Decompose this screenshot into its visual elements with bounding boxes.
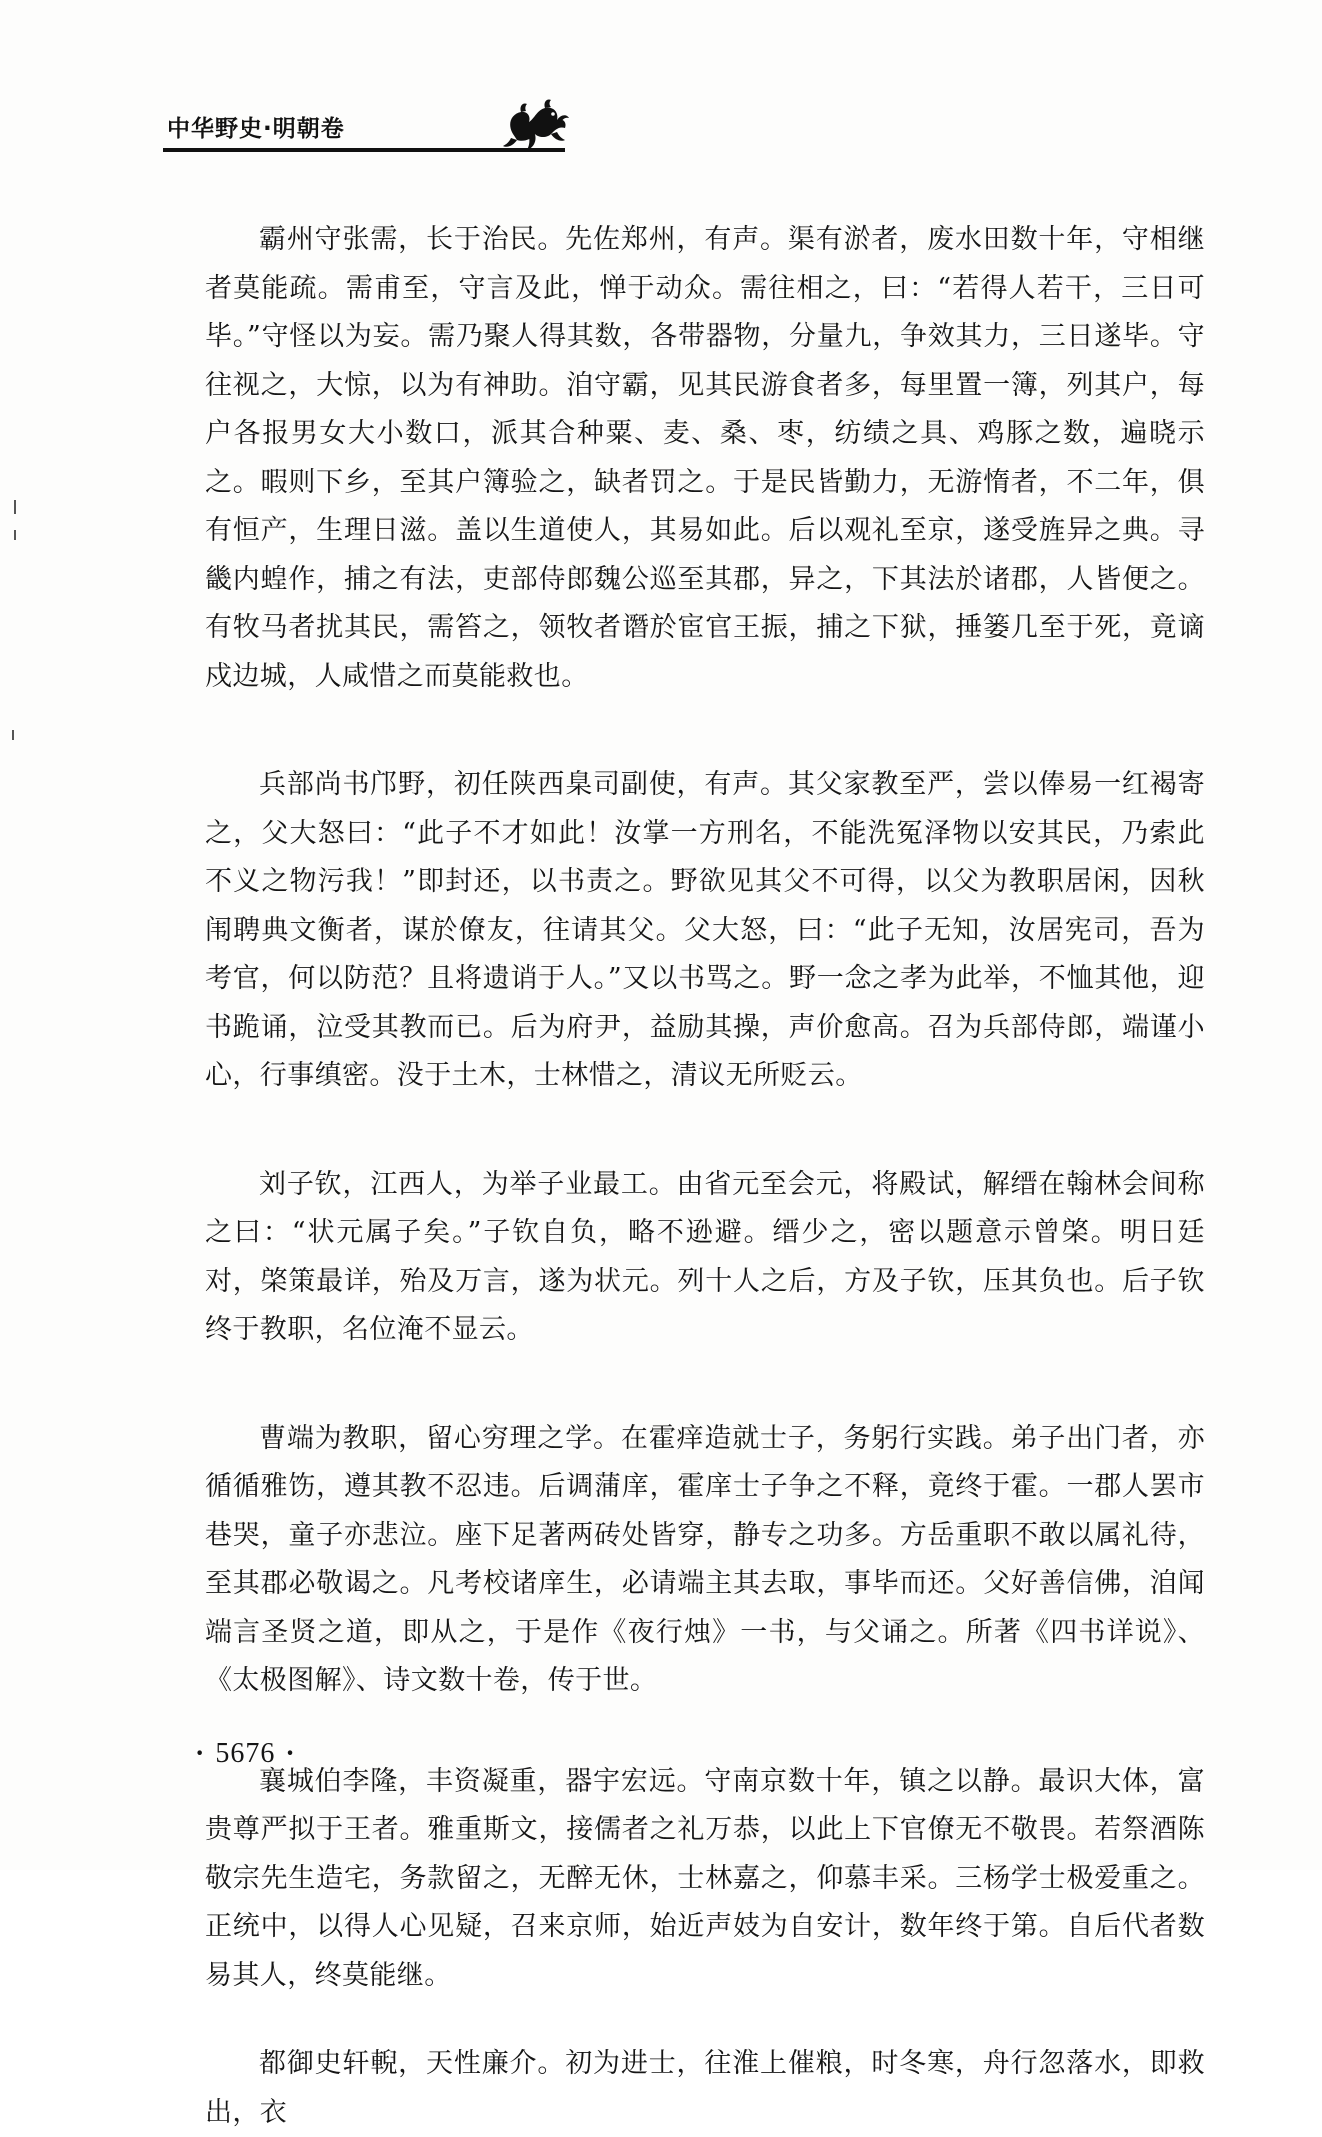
header-rule (163, 148, 565, 152)
paragraph-kuang-ye: 兵部尚书邝野，初任陕西臬司副使，有声。其父家教至严，尝以俸易一红褐寄之，父大怒曰：“此子不才如此！汝掌一方刑名，不能洗冤泽物以安其民，乃索此不义之物污我！”即封还，以书责之。野欲见其父不可得，以父为教职居闲，因秋闱聘典文衡者，谋於僚友，往请其父。父大怒，曰：“此子无知，汝居宪司，吾为考官，何以防范？且将遗诮于人。”又以书骂之。野一念之孝为此举，不恤其他，迎书跪诵，泣受其教而已。后为府尹，益励其操，声价愈高。召为兵部侍郎，端谨小心，行事缜密。没于土木，士林惜之，清议无所贬云。 (205, 769, 1205, 1091)
scan-artifact-mark (12, 730, 14, 740)
footer-dot-left: · (195, 1738, 206, 1769)
paragraph-li-long: 襄城伯李隆，丰资凝重，器宇宏远。守南京数十年，镇之以静。最识大体，富贵尊严拟于王者。雅重斯文，接儒者之礼万恭，以此上下官僚无不敬畏。若祭酒陈敬宗先生造宅，务款留之，无醉无休，士林嘉之，仰慕丰采。三杨学士极爱重之。正统中，以得人心见疑，召来京师，始近声妓为自安计，数年终于第。自后代者数易其人，终莫能继。 (205, 1765, 1205, 1991)
dragon-emblem-icon (493, 94, 573, 152)
scan-artifact-mark (14, 500, 16, 514)
paragraph-xuan-ni: 都御史轩輗，天性廉介。初为进士，往淮上催粮，时冬寒，舟行忽落水，即救出，衣 (205, 2048, 1205, 2128)
running-title: 中华野史·明朝卷 (167, 116, 345, 142)
footer-dot-right: · (285, 1738, 296, 1769)
paragraph-zhang-xu: 霸州守张需，长于治民。先佐郑州，有声。渠有淤者，废水田数十年，守相继者莫能疏。需甫至，守言及此，惮于动众。需往相之，曰：“若得人若干，三日可毕。”守怪以为妄。需乃聚人得其数，各带器物，分量九，争效其力，三日遂毕。守往视之，大惊，以为有神助。洎守霸，见其民游食者多，每里置一簿，列其户，每户各报男女大小数口，派其合种粟、麦、桑、枣，纺绩之具、鸡豚之数，遍晓示之。暇则下乡，至其户簿验之，缺者罚之。于是民皆勤力，无游惰者，不二年，俱有恒产，生理日滋。盖以生道使人，其易如此。后以观礼至京，遂受旌异之典。寻畿内蝗作，捕之有法，吏部侍郎魏公巡至其郡，异之，下其法於诸郡，人皆便之。有牧马者扰其民，需笞之，领牧者谮於宦官王振，捕之下狱，捶篓几至于死，竟谪戍边城，人咸惜之而莫能救也。 (205, 224, 1205, 692)
paragraph-liu-ziqin: 刘子钦，江西人，为举子业最工。由省元至会元，将殿试，解缙在翰林会间称之曰：“状元属子矣。”子钦自负，略不逊避。缙少之，密以题意示曾棨。明日廷对，棨策最详，殆及万言，遂为状元。列十人之后，方及子钦，压其负也。后子钦终于教职，名位淹不显云。 (205, 1168, 1205, 1345)
page-footer (185, 1738, 306, 1770)
main-text (205, 216, 1205, 2137)
page-header (163, 100, 583, 160)
page-number: 5676 (215, 1738, 276, 1769)
scan-artifact-mark (14, 530, 16, 540)
paragraph-cao-duan: 曹端为教职，留心穷理之学。在霍痒造就士子，务躬行实践。弟子出门者，亦循循雅饬，遵其教不忍违。后调蒲庠，霍庠士子争之不释，竟终于霍。一郡人罢市巷哭，童子亦悲泣。座下足著两砖处皆穿，静专之功多。方岳重职不敢以属礼待，至其郡必敬谒之。凡考校诸庠生，必请端主其去取，事毕而还。父好善信佛，洎闻端言圣贤之道，即从之，于是作《夜行烛》一书，与父诵之。所著《四书详说》、《太极图解》、诗文数十卷，传于世。 (205, 1422, 1205, 1696)
